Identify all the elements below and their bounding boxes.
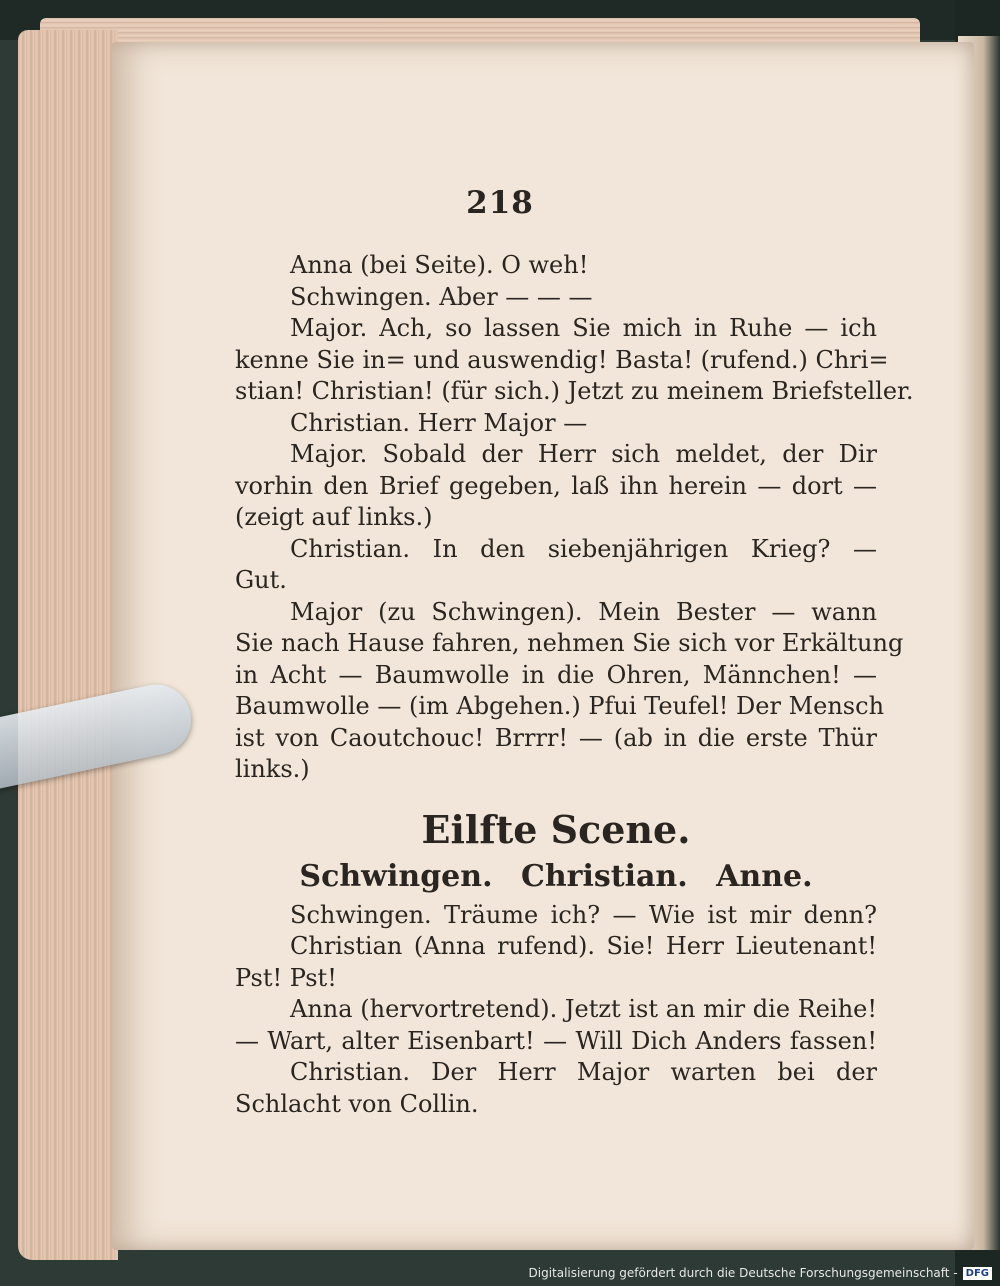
dialogue-block-2 (235, 900, 877, 1121)
text-line: Anna (bei Seite). O weh! (290, 251, 589, 279)
dfg-logo: DFG (963, 1267, 992, 1280)
text-line: Christian. Herr Major — (290, 408, 588, 437)
text-line: Major (zu Schwingen). Mein Bester — wann (290, 597, 877, 626)
text-line: stian! Christian! (für sich.) Jetzt zu meinem Briefsteller. (235, 377, 914, 405)
text-line: Anna (hervortretend). Jetzt ist an mir die Reihe! (290, 995, 877, 1023)
text-line: vorhin den Brief gegeben, laß ihn herein — dort — (235, 471, 877, 500)
digitization-footer (529, 1266, 993, 1280)
text-line: Major. Ach, so lassen Sie mich in Ruhe — ich (290, 314, 877, 342)
text-line: in Acht — Baumwolle in die Ohren, Männchen! — (235, 660, 877, 689)
dialogue-block-1 (235, 250, 914, 786)
text-line: Schwingen. Träume ich? — Wie ist mir denn? (290, 900, 877, 929)
text-line: Christian. In den siebenjährigen Krieg? — (290, 534, 877, 563)
scene-title: Eilfte Scene. (421, 806, 691, 852)
text-line: ist von Caoutchouc! Brrrr! — (ab in die erste Thür (235, 723, 877, 752)
text-line: Schlacht von Collin. (235, 1089, 479, 1118)
text-line: Christian (Anna rufend). Sie! Herr Lieutenant! (290, 932, 877, 960)
text-line: links.) (235, 755, 310, 783)
text-line: Baumwolle — (im Abgehen.) Pfui Teufel! Der Mensch (235, 692, 885, 720)
text-line: Gut. (235, 566, 287, 594)
text-line: Major. Sobald der Herr sich meldet, der Dir (290, 440, 877, 468)
text-line: — Wart, alter Eisenbart! — Will Dich Anders fassen! (235, 1026, 877, 1055)
text-line: Christian. Der Herr Major warten bei der (290, 1058, 877, 1086)
text-line: Schwingen. Aber — — — (290, 282, 593, 311)
text-line: kenne Sie in= und auswendig! Basta! (rufend.) Chri= (235, 345, 889, 374)
page-number: 218 (466, 185, 534, 221)
scene-persons: Schwingen. Christian. Anne. (299, 858, 813, 894)
text-line: Pst! Pst! (235, 963, 337, 992)
footer-credit: Digitalisierung gefördert durch die Deutsche Forschungsgemeinschaft - (528, 1266, 958, 1280)
page-text (235, 250, 914, 1120)
text-line: (zeigt auf links.) (235, 503, 433, 531)
text-line: Sie nach Hause fahren, nehmen Sie sich vor Erkältung (235, 629, 904, 657)
